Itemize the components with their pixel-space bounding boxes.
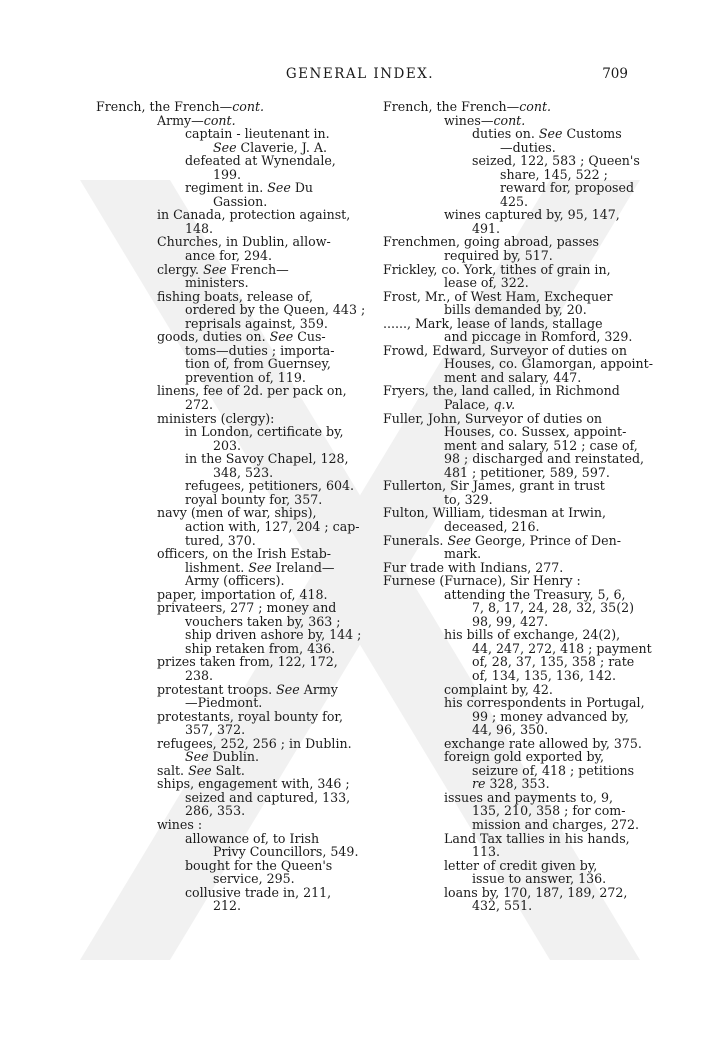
index-subentry-line: 44, 247, 272, 418 ; payment: [472, 640, 652, 656]
index-subentry-line: Houses, co. Sussex, appoint-: [444, 424, 627, 440]
index-subentry-line: officers, on the Irish Estab-: [157, 546, 332, 562]
index-column-right: [383, 99, 653, 914]
index-subentry-line: See Claverie, J. A.: [213, 139, 327, 155]
index-subentry-line: of, 134, 135, 136, 142.: [472, 667, 616, 683]
index-heading-line: Frost, Mr., of West Ham, Exchequer: [383, 288, 613, 304]
index-subentry-line: Army (officers).: [185, 573, 285, 589]
index-subentry-line: mark.: [444, 546, 482, 562]
index-subentry-line: reward for, proposed: [500, 180, 635, 196]
index-subentry-line: letter of credit given by,: [444, 857, 598, 873]
index-subentry-line: defeated at Wynendale,: [185, 153, 336, 169]
index-subentry-line: 272.: [185, 397, 214, 413]
index-subentry-line: vouchers taken by, 363 ;: [185, 613, 341, 629]
index-subentry-line: action with, 127, 204 ; cap-: [185, 518, 360, 534]
index-subentry-line: 481 ; petitioner, 589, 597.: [444, 464, 610, 480]
index-subentry-line: Houses, co. Glamorgan, appoint-: [444, 356, 653, 372]
index-subentry-line: prevention of, 119.: [185, 369, 306, 385]
index-column-left: [96, 99, 366, 914]
index-subentry-line: salt. See Salt.: [157, 762, 245, 778]
index-subentry-line: and piccage in Romford, 329.: [444, 329, 633, 345]
index-subentry-line: deceased, 216.: [444, 518, 540, 534]
index-subentry-line: privateers, 277 ; money and: [157, 600, 337, 616]
index-subentry-line: seizure of, 418 ; petitions: [472, 762, 635, 778]
index-subentry-line: 238.: [185, 667, 214, 683]
index-subentry-line: ment and salary, 512 ; case of,: [444, 437, 638, 453]
index-subentry-line: attending the Treasury, 5, 6,: [444, 586, 626, 602]
index-subentry-line: ship driven ashore by, 144 ;: [185, 627, 362, 643]
index-heading-line: Fullerton, Sir James, grant in trust: [383, 478, 605, 494]
index-subentry-line: 357, 372.: [185, 722, 246, 738]
index-subentry-line: issue to answer, 136.: [472, 871, 607, 887]
index-subentry-line: 432, 551.: [472, 898, 533, 914]
index-subentry-line: ministers (clergy):: [157, 410, 275, 426]
index-subentry-line: protestant troops. See Army: [157, 681, 338, 697]
index-subentry-line: 425.: [500, 193, 529, 209]
index-subentry-line: allowance of, to Irish: [185, 830, 320, 846]
index-subentry-line: ment and salary, 447.: [444, 369, 582, 385]
index-subentry-line: re 328, 353.: [472, 776, 550, 792]
index-subentry-line: 491.: [472, 220, 501, 236]
index-subentry-line: in the Savoy Chapel, 128,: [185, 451, 349, 467]
running-head: [0, 66, 720, 86]
index-subentry-line: fishing boats, release of,: [157, 288, 314, 304]
index-subentry-line: protestants, royal bounty for,: [157, 708, 344, 724]
index-heading-line: Funerals. See George, Prince of Den-: [383, 532, 621, 548]
index-subentry-line: mission and charges, 272.: [472, 816, 640, 832]
index-heading-line: Fryers, the, land called, in Richmond: [383, 383, 620, 399]
index-subentry-line: issues and payments to, 9,: [444, 789, 614, 805]
index-subentry-line: his correspondents in Portugal,: [444, 695, 645, 711]
index-heading-line: Furnese (Furnace), Sir Henry :: [383, 573, 581, 589]
index-subentry-line: royal bounty for, 357.: [185, 491, 323, 507]
index-subentry-line: toms—duties ; importa-: [185, 342, 335, 358]
index-subentry-line: ministers.: [185, 275, 249, 291]
page-title: GENERAL INDEX.: [285, 66, 435, 82]
index-subentry-line: ship retaken from, 436.: [185, 640, 336, 656]
index-subentry-line: wines—cont.: [444, 112, 526, 128]
index-subentry-line: seized, 122, 583 ; Queen's: [472, 153, 640, 169]
index-heading-line: Fur trade with Indians, 277.: [383, 559, 564, 575]
index-heading-line: Frowd, Edward, Surveyor of duties on: [383, 342, 627, 358]
index-subentry-line: Land Tax tallies in his hands,: [444, 830, 630, 846]
index-subentry-line: —Piedmont.: [185, 695, 263, 711]
index-subentry-line: 203.: [213, 437, 242, 453]
index-subentry-line: 135, 210, 358 ; for com-: [472, 803, 626, 819]
index-heading-line: Fuller, John, Surveyor of duties on: [383, 410, 603, 426]
index-subentry-line: 113.: [472, 844, 501, 860]
index-heading-line: Fulton, William, tidesman at Irwin,: [383, 505, 607, 521]
index-subentry-line: —duties.: [500, 139, 556, 155]
index-subentry-line: ordered by the Queen, 443 ;: [185, 302, 366, 318]
index-subentry-line: foreign gold exported by,: [444, 749, 604, 765]
index-subentry-line: complaint by, 42.: [444, 681, 553, 697]
index-heading-line: Frickley, co. York, tithes of grain in,: [383, 261, 611, 277]
index-subentry-line: wines :: [157, 816, 203, 832]
page-number: 709: [602, 66, 628, 82]
index-subentry-line: of, 28, 37, 135, 358 ; rate: [472, 654, 635, 670]
index-subentry-line: goods, duties on. See Cus-: [157, 329, 326, 345]
index-subentry-line: ance for, 294.: [185, 248, 273, 264]
index-subentry-line: his bills of exchange, 24(2),: [444, 627, 621, 643]
index-heading-line: ......, Mark, lease of lands, stallage: [383, 315, 603, 331]
index-subentry-line: bought for the Queen's: [185, 857, 333, 873]
index-subentry-line: 212.: [213, 898, 242, 914]
index-subentry-line: required by, 517.: [444, 248, 553, 264]
index-heading-line: French, the French—cont.: [96, 99, 265, 114]
index-subentry-line: Gassion.: [213, 193, 268, 209]
index-subentry-line: refugees, 252, 256 ; in Dublin.: [157, 735, 352, 751]
index-subentry-line: Churches, in Dublin, allow-: [157, 234, 331, 250]
index-subentry-line: service, 295.: [213, 871, 295, 887]
index-subentry-line: share, 145, 522 ;: [500, 166, 608, 182]
index-subentry-line: 199.: [213, 166, 242, 182]
index-subentry-line: 7, 8, 17, 24, 28, 32, 35(2): [472, 600, 635, 616]
index-subentry-line: bills demanded by, 20.: [444, 302, 587, 318]
index-subentry-line: ships, engagement with, 346 ;: [157, 776, 350, 792]
index-subentry-line: 286, 353.: [185, 803, 246, 819]
index-subentry-line: to, 329.: [444, 491, 493, 507]
index-subentry-line: 98, 99, 427.: [472, 613, 549, 629]
index-subentry-line: clergy. See French—: [157, 261, 289, 277]
index-subentry-line: duties on. See Customs: [472, 126, 622, 142]
index-subentry-line: reprisals against, 359.: [185, 315, 328, 331]
index-subentry-line: 348, 523.: [213, 464, 274, 480]
index-subentry-line: collusive trade in, 211,: [185, 884, 332, 900]
index-subentry-line: loans by, 170, 187, 189, 272,: [444, 884, 628, 900]
index-subentry-line: lishment. See Ireland—: [185, 559, 335, 575]
index-subentry-line: seized and captured, 133,: [185, 789, 351, 805]
index-subentry-line: in Canada, protection against,: [157, 207, 351, 223]
index-subentry-line: tured, 370.: [185, 532, 256, 548]
index-subentry-line: lease of, 322.: [444, 275, 529, 291]
index-subentry-line: Palace, q.v.: [444, 397, 516, 413]
index-subentry-line: Privy Councillors, 549.: [213, 844, 359, 860]
index-subentry-line: prizes taken from, 122, 172,: [157, 654, 338, 670]
index-subentry-line: captain - lieutenant in.: [185, 126, 330, 142]
index-heading-line: French, the French—cont.: [383, 99, 552, 114]
index-subentry-line: See Dublin.: [185, 749, 259, 765]
index-subentry-line: 98 ; discharged and reinstated,: [444, 451, 645, 467]
index-subentry-line: linens, fee of 2d. per pack on,: [157, 383, 347, 399]
index-subentry-line: 44, 96, 350.: [472, 722, 549, 738]
index-subentry-line: Army—cont.: [157, 112, 236, 128]
index-heading-line: Frenchmen, going abroad, passes: [383, 234, 600, 250]
index-subentry-line: 148.: [185, 220, 214, 236]
index-subentry-line: paper, importation of, 418.: [157, 586, 328, 602]
index-subentry-line: tion of, from Guernsey,: [185, 356, 331, 372]
index-subentry-line: wines captured by, 95, 147,: [444, 207, 620, 223]
index-subentry-line: refugees, petitioners, 604.: [185, 478, 355, 494]
index-subentry-line: exchange rate allowed by, 375.: [444, 735, 642, 751]
index-subentry-line: navy (men of war, ships),: [157, 505, 317, 521]
index-subentry-line: regiment in. See Du: [185, 180, 314, 196]
index-subentry-line: 99 ; money advanced by,: [472, 708, 629, 724]
index-subentry-line: in London, certificate by,: [185, 424, 344, 440]
